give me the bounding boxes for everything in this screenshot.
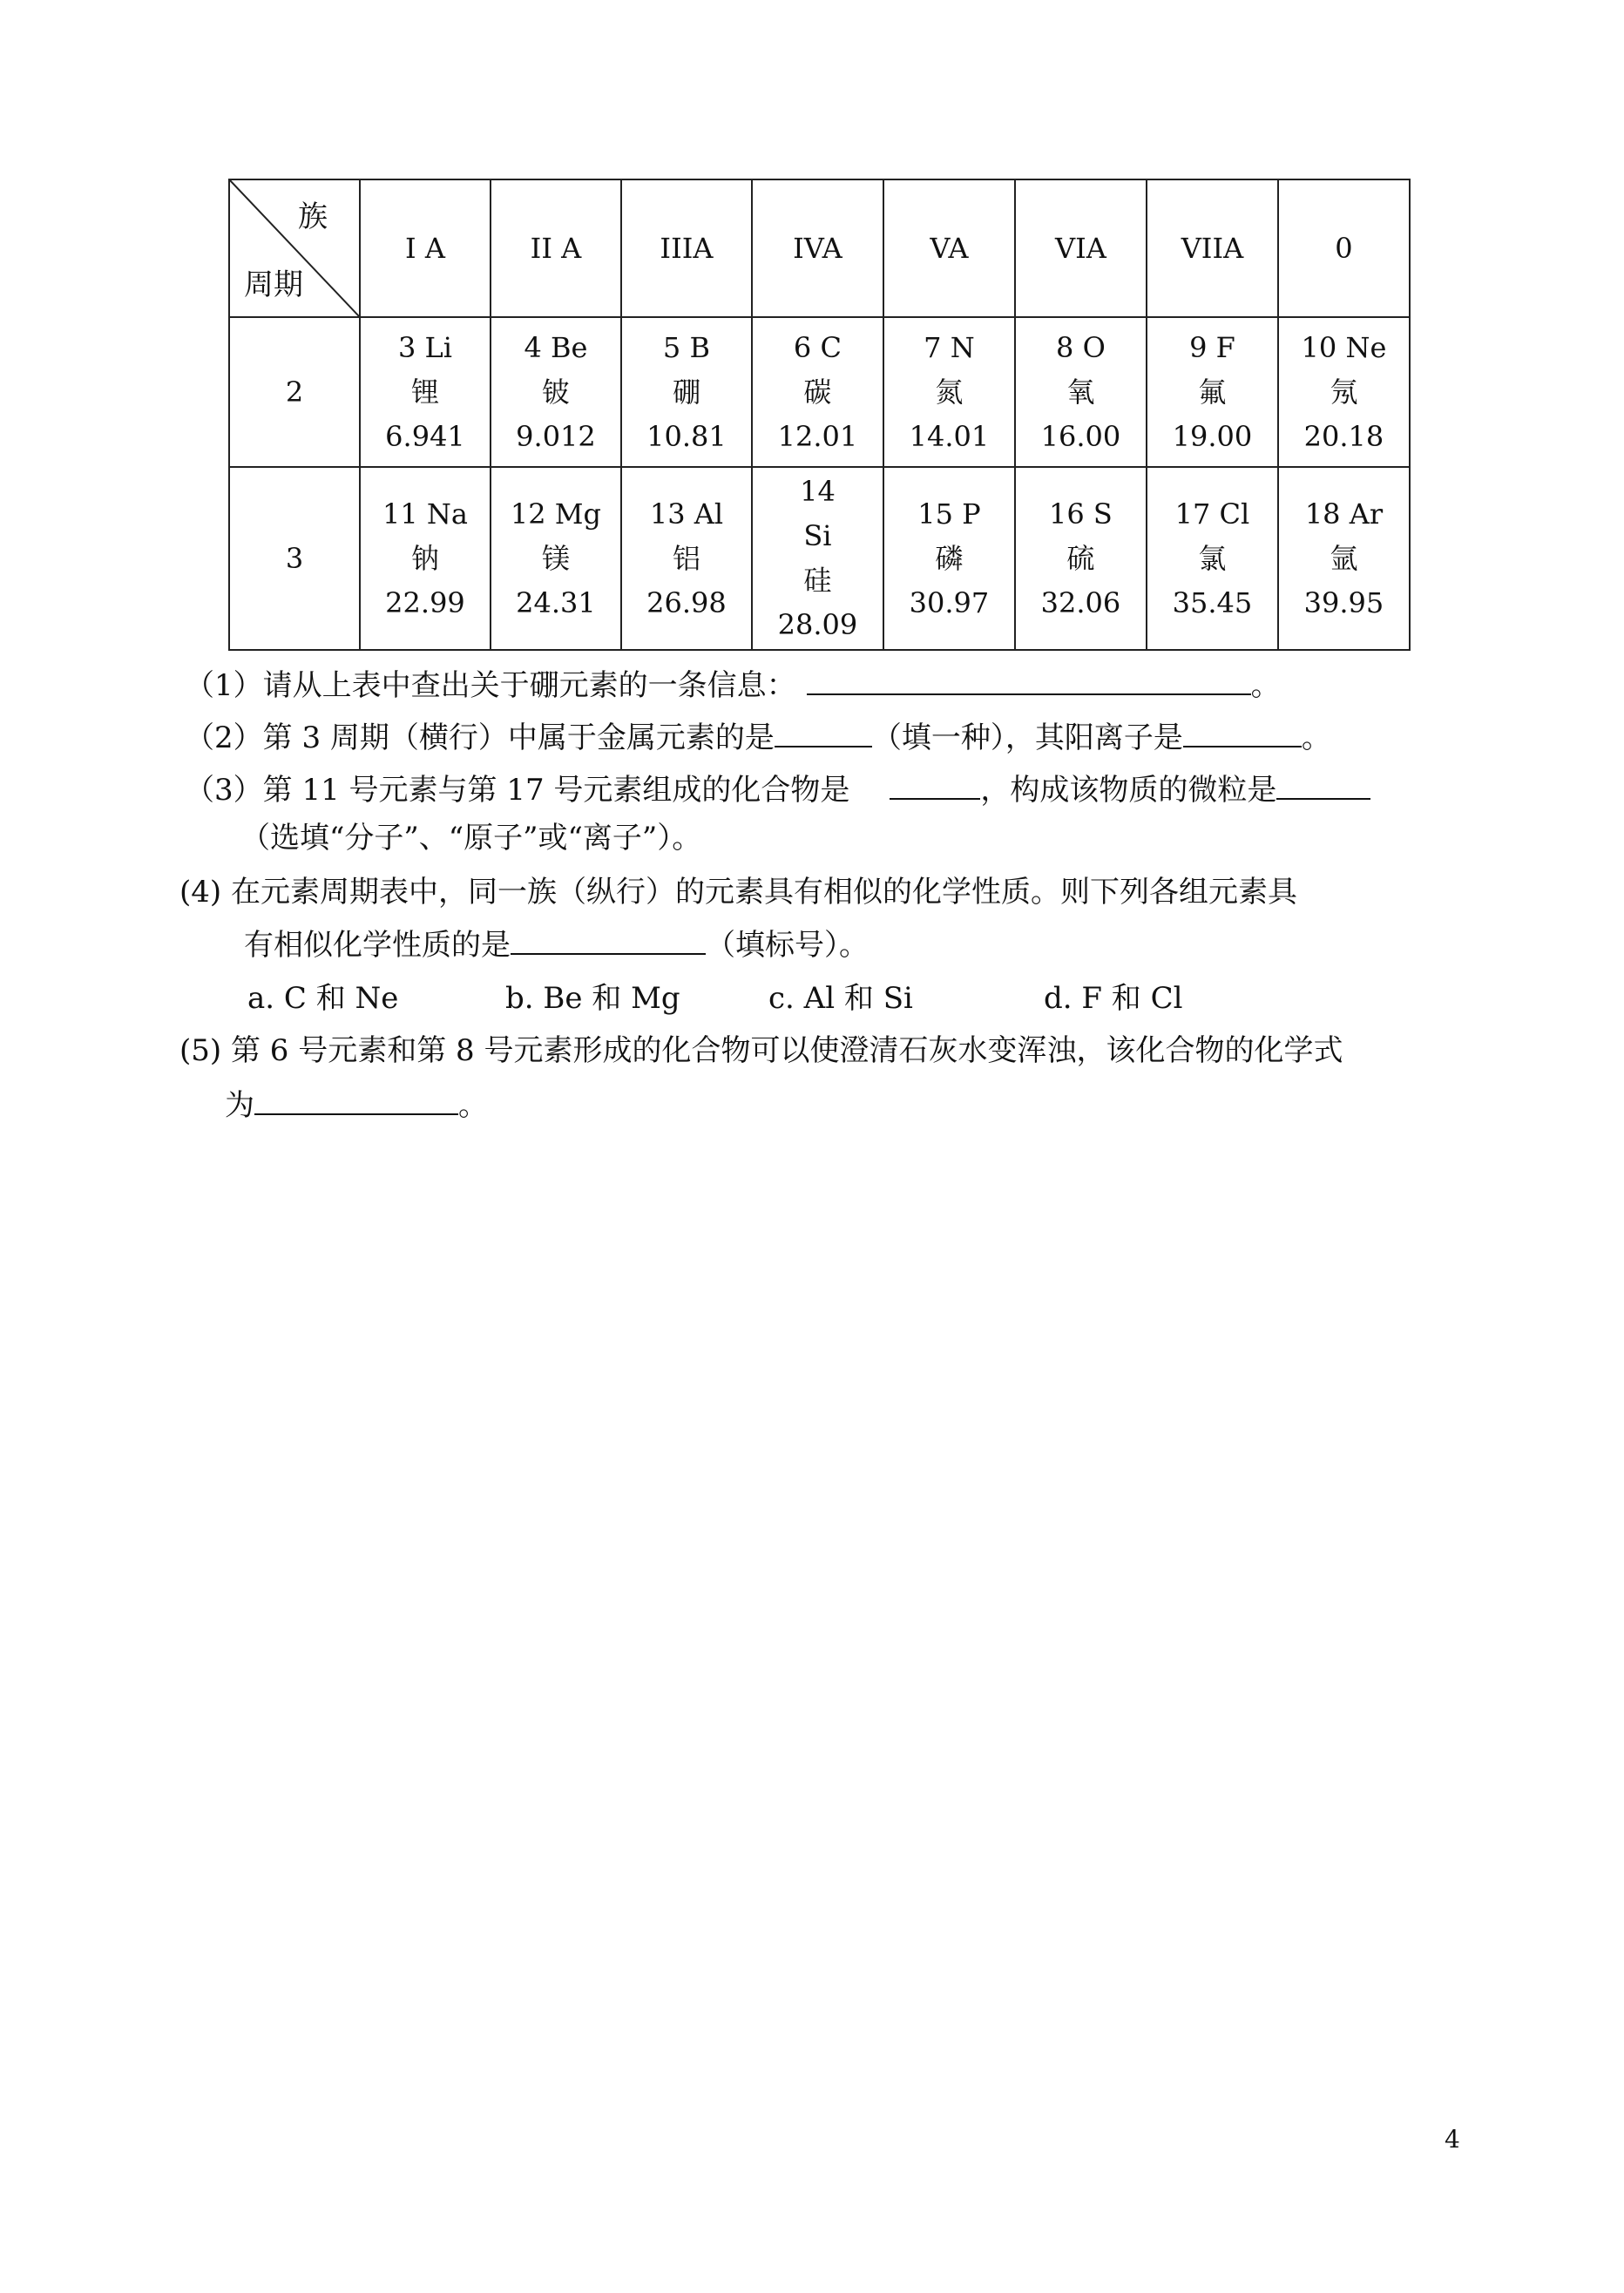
element-mass: 35.45 bbox=[1172, 585, 1253, 619]
option-c[interactable]: c. Al 和 Si bbox=[768, 981, 913, 1016]
option-d[interactable]: d. F 和 Cl bbox=[1044, 981, 1183, 1016]
element-mass: 32.06 bbox=[1040, 585, 1121, 619]
element-mass: 20.18 bbox=[1303, 419, 1384, 453]
element-name: 氟 bbox=[1198, 375, 1227, 409]
answer-blank-3b[interactable] bbox=[1276, 768, 1370, 800]
element-number-symbol: 15 P bbox=[917, 497, 981, 531]
period-cell: 2 bbox=[229, 317, 360, 467]
answer-blank-4[interactable] bbox=[511, 923, 706, 955]
element-mass: 16.00 bbox=[1040, 419, 1121, 453]
element-mass: 19.00 bbox=[1172, 419, 1253, 453]
group-header: VA bbox=[883, 179, 1015, 317]
element-cell bbox=[1015, 467, 1147, 650]
question-2-text-a: （2）第 3 周期（横行）中属于金属元素的是 bbox=[185, 720, 775, 755]
question-3-text-a: （3）第 11 号元素与第 17 号元素组成的化合物是 bbox=[185, 773, 850, 808]
period-label: 周期 bbox=[244, 267, 303, 302]
element-name: 钠 bbox=[410, 541, 439, 575]
answer-blank-2a[interactable] bbox=[775, 716, 872, 747]
question-4-line-2 bbox=[244, 923, 869, 964]
group-header: VIIA bbox=[1147, 179, 1278, 317]
element-name: 氮 bbox=[935, 375, 964, 409]
element-number-symbol: 13 Al bbox=[649, 497, 724, 531]
element-mass: 28.09 bbox=[777, 608, 858, 641]
element-name: 磷 bbox=[935, 541, 964, 575]
table-row-period-3 bbox=[229, 467, 1410, 650]
periodic-table bbox=[228, 179, 1411, 651]
element-number: 14 bbox=[800, 475, 836, 508]
element-mass: 39.95 bbox=[1303, 585, 1384, 619]
element-number-symbol: 9 F bbox=[1189, 330, 1235, 364]
element-cell bbox=[1147, 467, 1278, 650]
element-number-symbol: 12 Mg bbox=[510, 497, 602, 531]
question-5-text: 为 bbox=[225, 1088, 254, 1123]
group-header: II A bbox=[491, 179, 621, 317]
element-name: 氖 bbox=[1330, 375, 1358, 409]
element-number-symbol: 18 Ar bbox=[1304, 497, 1384, 531]
element-cell bbox=[1147, 317, 1278, 467]
element-name: 铍 bbox=[541, 375, 570, 409]
question-5-line-1: (5) 第 6 号元素和第 8 号元素形成的化合物可以使澄清石灰水变浑浊，该化合物的化学式 bbox=[179, 1033, 1343, 1068]
group-header: 0 bbox=[1278, 179, 1410, 317]
option-a[interactable]: a. C 和 Ne bbox=[247, 981, 399, 1016]
group-header: VIA bbox=[1015, 179, 1147, 317]
element-name: 硼 bbox=[672, 375, 700, 409]
element-cell bbox=[621, 317, 752, 467]
question-4-line-1: (4) 在元素周期表中，同一族（纵行）的元素具有相似的化学性质。则下列各组元素具 bbox=[179, 875, 1297, 910]
element-mass: 12.01 bbox=[777, 419, 858, 453]
element-name: 铝 bbox=[672, 541, 700, 575]
element-name: 氯 bbox=[1198, 541, 1227, 575]
element-number-symbol: 3 Li bbox=[397, 330, 452, 364]
element-symbol: Si bbox=[803, 519, 832, 552]
element-cell bbox=[621, 467, 752, 650]
element-name: 镁 bbox=[541, 541, 570, 575]
question-1 bbox=[185, 664, 1281, 705]
period-cell: 3 bbox=[229, 467, 360, 650]
question-2 bbox=[185, 716, 1331, 757]
element-name: 碳 bbox=[803, 375, 832, 409]
element-cell bbox=[1278, 317, 1410, 467]
question-3-text-b: ，构成该物质的微粒是 bbox=[980, 773, 1277, 808]
corner-cell bbox=[229, 179, 360, 317]
element-number-symbol: 4 Be bbox=[524, 330, 588, 364]
question-5-line-2 bbox=[225, 1084, 488, 1125]
element-name: 锂 bbox=[410, 375, 439, 409]
group-header: I A bbox=[360, 179, 491, 317]
element-name: 氧 bbox=[1066, 375, 1095, 409]
option-b[interactable]: b. Be 和 Mg bbox=[505, 981, 680, 1016]
answer-blank-5[interactable] bbox=[254, 1084, 458, 1115]
group-label: 族 bbox=[297, 200, 328, 234]
element-mass: 24.31 bbox=[516, 585, 596, 619]
element-number-symbol: 11 Na bbox=[382, 497, 468, 531]
question-3 bbox=[185, 768, 1370, 809]
element-mass: 14.01 bbox=[909, 419, 990, 453]
element-cell bbox=[752, 317, 883, 467]
question-4-end: （填标号）。 bbox=[706, 928, 869, 963]
answer-blank-2b[interactable] bbox=[1183, 716, 1302, 747]
element-mass: 22.99 bbox=[385, 585, 465, 619]
element-number-symbol: 6 C bbox=[793, 330, 842, 364]
element-cell bbox=[752, 467, 883, 650]
table-row-period-2 bbox=[229, 317, 1410, 467]
element-number-symbol: 8 O bbox=[1056, 330, 1106, 364]
element-name: 氩 bbox=[1330, 541, 1358, 575]
element-cell bbox=[1278, 467, 1410, 650]
question-2-text-b: （填一种），其阳离子是 bbox=[871, 720, 1183, 755]
question-2-end: 。 bbox=[1301, 720, 1331, 755]
question-4-text: 有相似化学性质的是 bbox=[244, 928, 511, 963]
group-header: IVA bbox=[752, 179, 883, 317]
element-number-symbol: 16 S bbox=[1049, 497, 1113, 531]
element-number-symbol: 5 B bbox=[662, 330, 710, 364]
element-cell bbox=[883, 467, 1015, 650]
element-cell bbox=[491, 317, 621, 467]
element-cell bbox=[360, 467, 491, 650]
table-header-row bbox=[229, 179, 1410, 317]
question-5-end: 。 bbox=[458, 1088, 488, 1123]
question-1-text: （1）请从上表中查出关于硼元素的一条信息： bbox=[185, 668, 796, 703]
group-header: IIIA bbox=[621, 179, 752, 317]
element-mass: 10.81 bbox=[646, 419, 727, 453]
page-number: 4 bbox=[1445, 2125, 1460, 2154]
element-cell bbox=[491, 467, 621, 650]
answer-blank-3a[interactable] bbox=[890, 768, 980, 800]
element-mass: 6.941 bbox=[385, 419, 465, 453]
element-number-symbol: 10 Ne bbox=[1301, 330, 1387, 364]
answer-blank-1[interactable] bbox=[807, 664, 1251, 695]
element-number-symbol: 17 Cl bbox=[1174, 497, 1250, 531]
question-3-line-2: （选填“分子”、“原子”或“离子”）。 bbox=[240, 821, 702, 856]
element-number-symbol: 7 N bbox=[924, 330, 975, 364]
question-1-end: 。 bbox=[1250, 668, 1281, 703]
element-cell bbox=[883, 317, 1015, 467]
element-mass: 30.97 bbox=[909, 585, 990, 619]
element-cell bbox=[1015, 317, 1147, 467]
element-name: 硅 bbox=[803, 564, 832, 597]
element-mass: 26.98 bbox=[646, 585, 727, 619]
element-name: 硫 bbox=[1066, 541, 1095, 575]
element-mass: 9.012 bbox=[516, 419, 596, 453]
element-cell bbox=[360, 317, 491, 467]
